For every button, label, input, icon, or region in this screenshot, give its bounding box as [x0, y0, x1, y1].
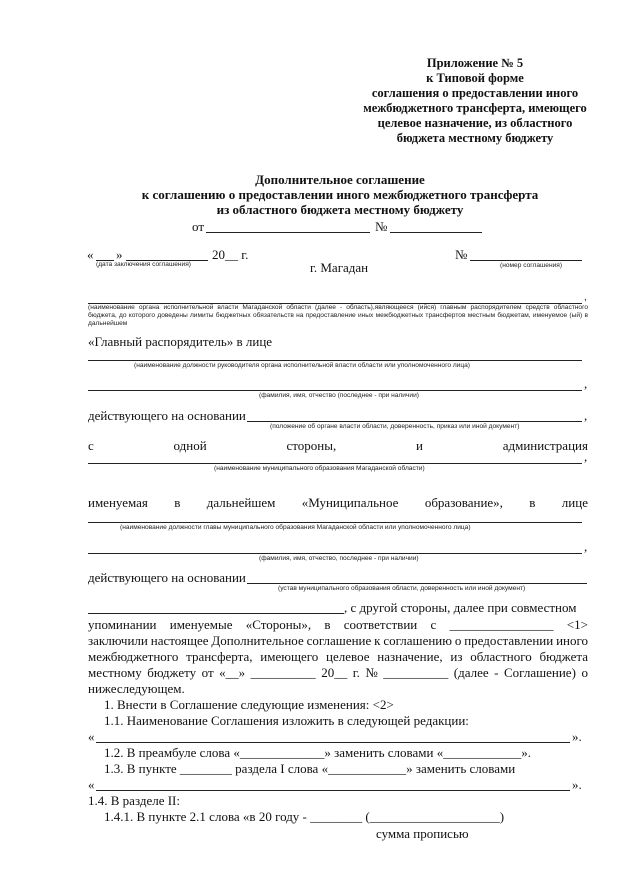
word: целевое: [326, 649, 370, 664]
basis-caption: (положение об органе власти области, доверенность, приказ или иной документ): [270, 423, 520, 430]
named-line: [88, 495, 588, 510]
organ-caption: (наименование органа исполнительной власти Магаданской области (далее - область),являющееся (ийся) главным распорядителем средств областного бюджета, до которого доведены лимиты бюджетных обязательств на предоставление иных межбюджетных трансфертов местным бюджетам, именуемое (ый) в дальнейшем: [88, 304, 588, 327]
word: стороны,: [286, 438, 337, 453]
item-1: 1. Внести в Соглашение следующие изменения: <2>: [104, 697, 394, 712]
word: одной: [173, 438, 207, 453]
word: с: [88, 438, 94, 453]
word: Соглашение): [504, 665, 576, 680]
other-side-text: , с другой стороны, далее при совместном: [344, 600, 577, 615]
word: настоящее: [150, 633, 209, 648]
item-1-3: 1.3. В пункте ________ раздела I слова «____________» заменить словами: [104, 761, 516, 776]
word: бюджета: [539, 649, 588, 664]
fio-caption: (фамилия, имя, отчество (последнее - при наличии): [259, 392, 419, 399]
basis-label: действующего на основании: [88, 408, 246, 423]
position-caption: (наименование должности руководителя органа исполнительной власти области или уполномоченного лица): [134, 362, 470, 369]
quote-open: «: [88, 777, 95, 792]
number-caption: (номер соглашения): [500, 262, 563, 269]
chief-label: «Главный распорядитель» в лице: [88, 334, 273, 349]
word: о: [454, 633, 462, 648]
item-1-2: 1.2. В преамбуле слова «_____________» заменить словами «____________».: [104, 745, 531, 760]
title-number-line[interactable]: [390, 232, 482, 233]
word: именуемые: [169, 617, 233, 632]
fio2-line[interactable]: [88, 553, 582, 554]
date-close-quote: »: [116, 247, 123, 262]
word: соответствии: [343, 617, 418, 632]
title-line: к соглашению о предоставлении иного межбюджетного трансферта: [141, 187, 539, 202]
appendix-line: к Типовой форме: [426, 71, 524, 85]
fio-line[interactable]: [88, 390, 582, 391]
word: -: [494, 665, 499, 680]
word: «Стороны»,: [245, 617, 312, 632]
word: трансферта,: [186, 649, 253, 664]
word: (далее: [453, 665, 489, 680]
word: бюджету: [147, 665, 197, 680]
word: из: [450, 649, 463, 664]
word: назначение,: [377, 649, 443, 664]
head-position-caption: (наименование должности главы муниципального образования Магаданской области или уполномоченного лица): [120, 524, 471, 531]
following-text: нижеследующем.: [88, 681, 185, 696]
word: именуемая: [88, 495, 148, 510]
word: ________________: [449, 617, 554, 632]
appendix-line: соглашения о предоставлении иного: [371, 86, 579, 100]
word: «__»: [219, 665, 246, 680]
word: предоставлении: [464, 633, 554, 648]
comma: ,: [584, 408, 588, 423]
word: __________: [383, 665, 449, 680]
basis-line[interactable]: [247, 421, 582, 422]
basis2-caption: (устав муниципального образования области, доверенность или иной документ): [278, 585, 526, 592]
municipality-line[interactable]: [88, 463, 582, 464]
new-title-line[interactable]: [96, 742, 570, 743]
word: в: [174, 495, 181, 510]
word: о: [581, 665, 588, 680]
transfer-line: [88, 649, 588, 664]
word: и: [415, 438, 423, 453]
item-1-4: 1.4. В разделе II:: [88, 793, 181, 808]
mention-line: [88, 617, 588, 632]
from-date-line[interactable]: [206, 232, 370, 233]
quote-close: ».: [572, 729, 582, 744]
comma: ,: [584, 449, 588, 464]
basis-label: действующего на основании: [88, 570, 246, 585]
word: соглашению: [383, 633, 452, 648]
year-label: 20__ г.: [212, 247, 249, 262]
from-label: от: [192, 219, 205, 234]
replacement-words-line[interactable]: [96, 790, 570, 791]
word: «Муниципальное: [301, 495, 399, 510]
word: дальнейшем: [206, 495, 276, 510]
comma: ,: [584, 376, 588, 391]
item-1-1: 1.1. Наименование Соглашения изложить в следующей редакции:: [104, 713, 469, 728]
head-position-line[interactable]: [88, 522, 582, 523]
word: соглашение: [306, 633, 372, 648]
word: в: [529, 495, 536, 510]
word: №: [365, 665, 378, 680]
word: образование»,: [424, 495, 503, 510]
position-line[interactable]: [88, 360, 582, 361]
word: от: [201, 665, 214, 680]
word: местному: [88, 665, 142, 680]
title-line: Дополнительное соглашение: [255, 172, 425, 187]
item-1-4-1: 1.4.1. В пункте 2.1 слова «в 20 году - ________ (____________________): [104, 809, 505, 824]
appendix-line: бюджета местному бюджету: [396, 131, 554, 145]
word: заключили: [88, 633, 148, 648]
word: с: [430, 617, 437, 632]
word: в: [324, 617, 331, 632]
sum-words-caption: сумма прописью: [376, 826, 469, 841]
word: лице: [561, 495, 588, 510]
signatory-line[interactable]: [88, 613, 344, 614]
word: иного: [556, 633, 588, 648]
number-label: №: [375, 219, 388, 234]
word: к: [374, 633, 381, 648]
side-line: [88, 438, 588, 453]
date-caption: (дата заключения соглашения): [96, 261, 191, 268]
municipality-caption: (наименование муниципального образования Магаданской области): [214, 465, 425, 472]
word: г.: [352, 665, 360, 680]
comma: ,: [584, 539, 588, 554]
number-sign: №: [455, 247, 468, 262]
date-open-quote: «: [87, 247, 94, 262]
appendix-line: целевое назначение, из областного: [377, 116, 573, 130]
word: <1>: [566, 617, 588, 632]
word: Дополнительное: [211, 633, 304, 648]
quote-close: ».: [572, 777, 582, 792]
word: межбюджетного: [88, 649, 179, 664]
word: областного: [470, 649, 532, 664]
word: администрация: [502, 438, 588, 453]
comma: ,: [584, 292, 587, 303]
word: 20__: [321, 665, 348, 680]
city-name: г. Магадан: [310, 260, 369, 275]
word: упоминании: [88, 617, 157, 632]
word: имеющего: [260, 649, 319, 664]
agreement-number-line[interactable]: [470, 260, 582, 261]
word: __________: [250, 665, 316, 680]
date-line: [88, 665, 588, 680]
concluded-line: [88, 633, 588, 648]
quote-open: «: [88, 729, 95, 744]
fio2-caption: (фамилия, имя, отчество, последнее - при наличии): [259, 555, 419, 562]
title-line: из областного бюджета местному бюджету: [216, 202, 464, 217]
basis2-line[interactable]: [247, 583, 587, 584]
appendix-line: межбюджетного трансферта, имеющего: [363, 101, 587, 115]
appendix-number: Приложение № 5: [426, 56, 524, 70]
